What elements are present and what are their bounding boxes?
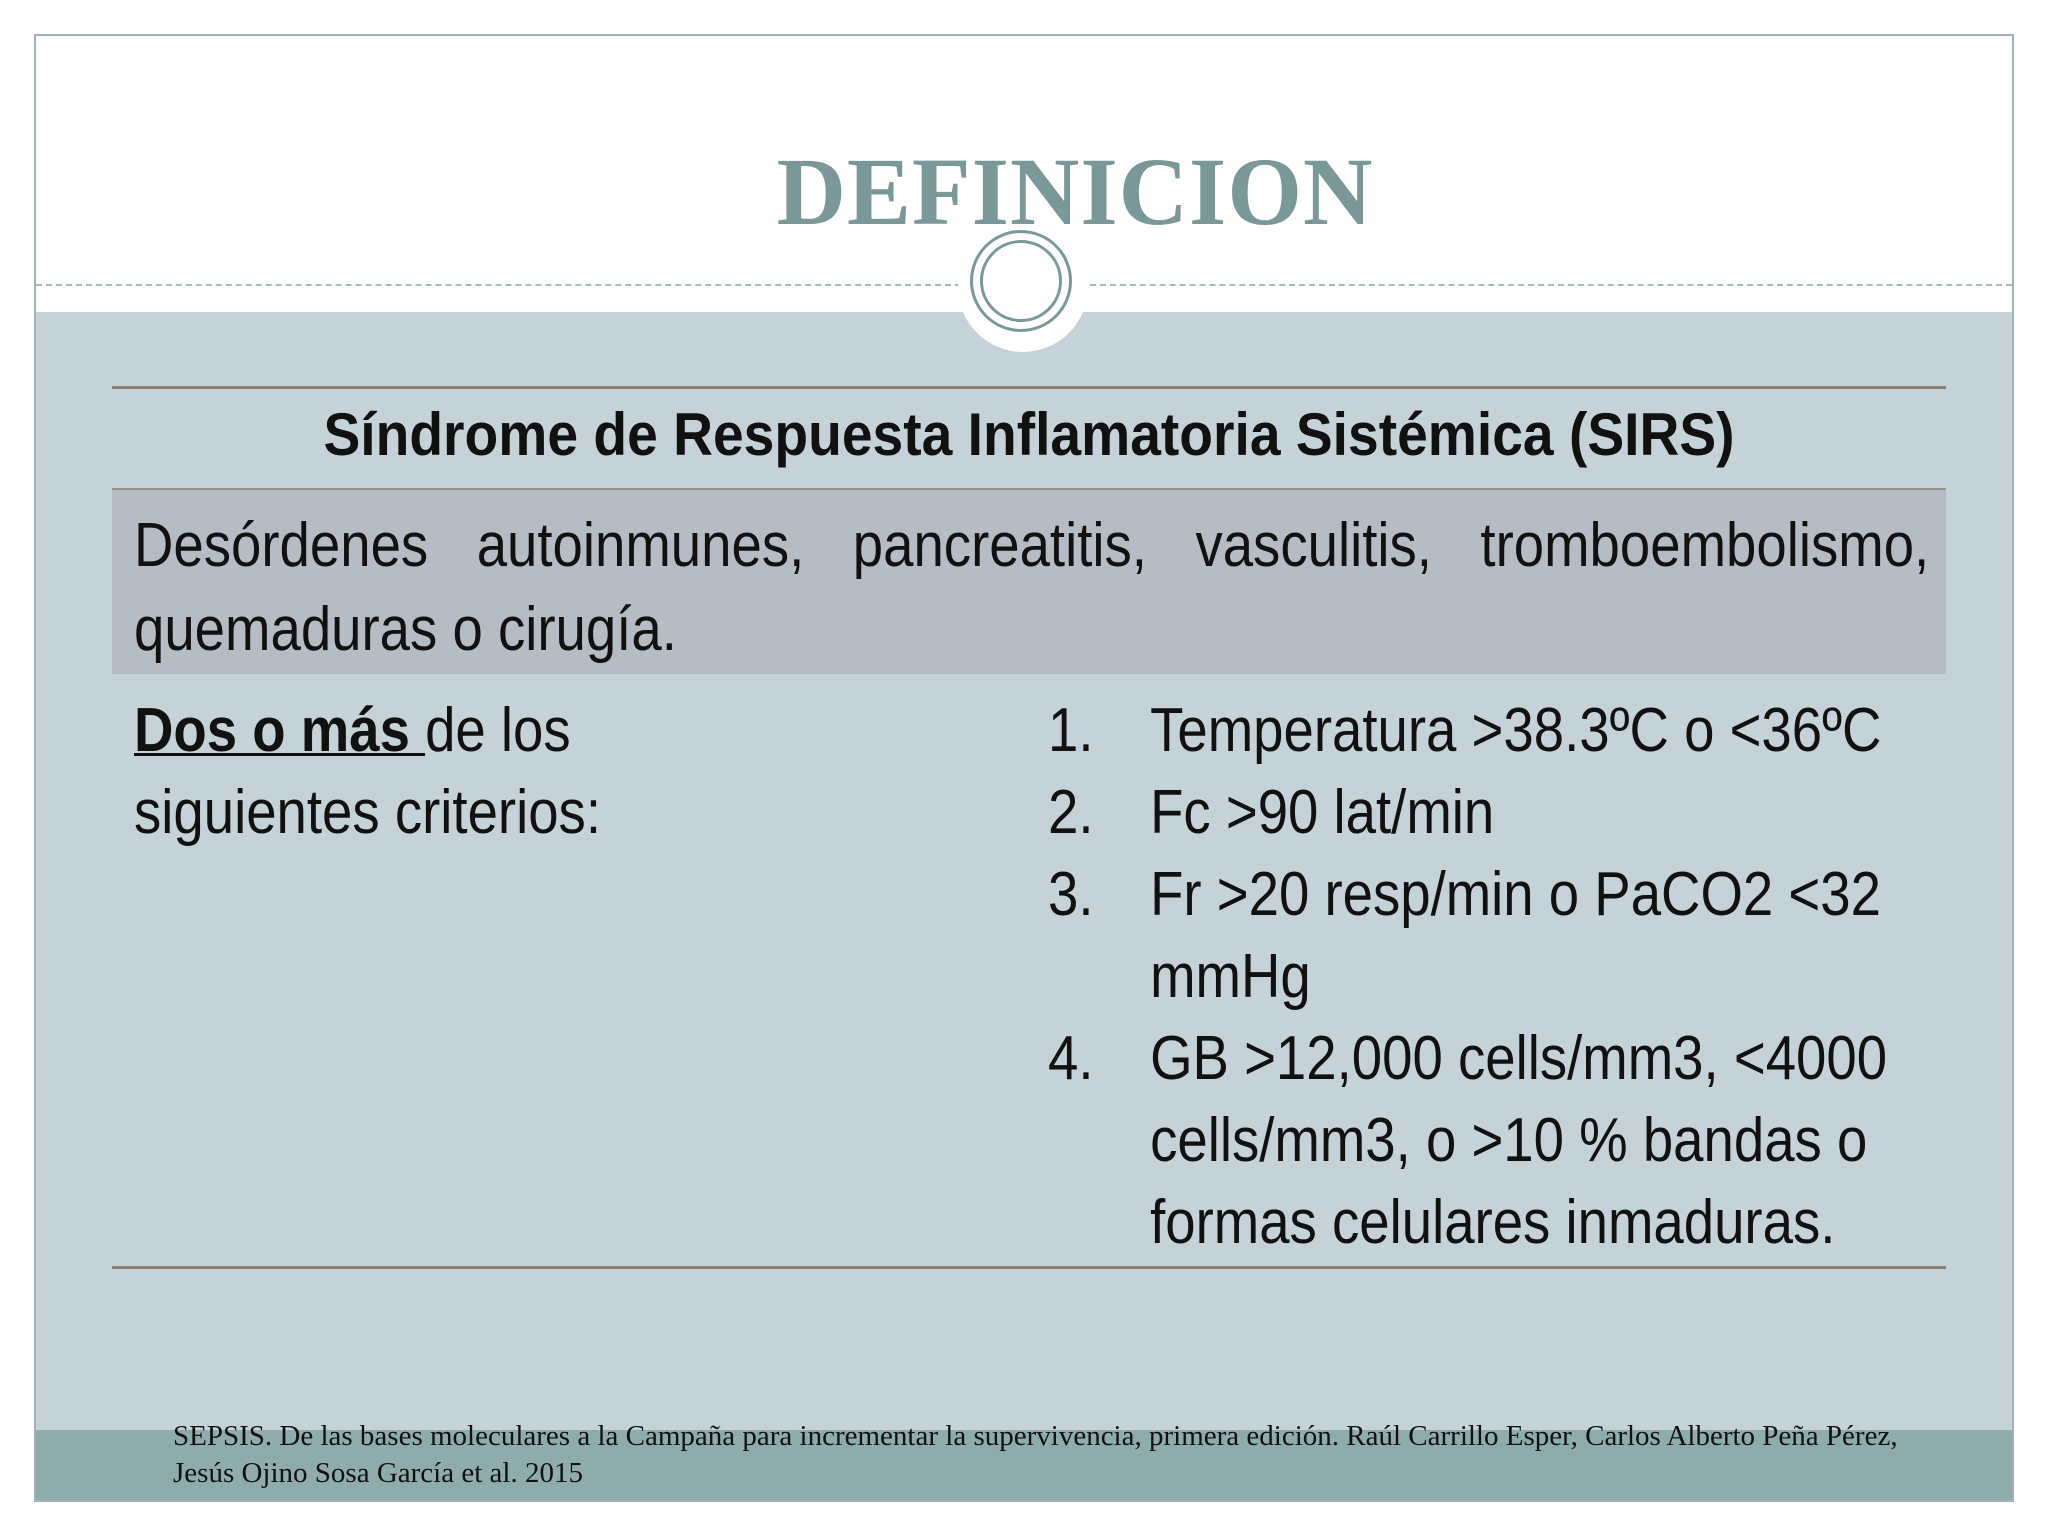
page-title: DEFINICION <box>776 138 1374 245</box>
table-top-rule <box>112 386 1946 389</box>
table-header: Síndrome de Respuesta Inflamatoria Sistémica (SIRS) <box>323 401 1735 468</box>
list-item-text: GB >12,000 cells/mm3, <4000 cells/mm3, o >10 % bandas o formas celulares inmaduras. <box>1150 1024 1888 1257</box>
list-item <box>1048 1018 1928 1264</box>
title-divider-right <box>1090 284 2012 286</box>
table-bottom-rule <box>112 1266 1946 1269</box>
list-item <box>1048 690 1928 772</box>
causes-text: Desórdenes autoinmunes, pancreatitis, vasculitis, tromboembolismo, quemaduras o cirugía. <box>134 511 1930 664</box>
criteria-label <box>134 690 768 854</box>
circle-ornament-inner-icon <box>980 240 1062 322</box>
list-item <box>1048 854 1928 1018</box>
citation-text: SEPSIS. De las bases moleculares a la Campaña para incrementar la supervivencia, primera edición. Raúl Carrillo Esper, Carlos Alberto Peña Pérez, Jesús Ojino Sosa García et al. 2015 <box>173 1420 1898 1489</box>
criteria-list <box>1048 690 1928 1264</box>
list-item-number: 4. <box>1048 1024 1094 1093</box>
list-item-number: 1. <box>1048 696 1094 765</box>
list-item-text: Fr >20 resp/min o PaCO2 <32 mmHg <box>1150 860 1881 1011</box>
list-item-number: 3. <box>1048 860 1094 929</box>
criteria-label-rest: de los siguientes criterios: <box>134 696 601 847</box>
list-item-number: 2. <box>1048 778 1094 847</box>
title-divider-left <box>36 284 971 286</box>
list-item-text: Temperatura >38.3ºC o <36ºC <box>1150 696 1882 765</box>
list-item <box>1048 772 1928 854</box>
criteria-label-emphasis: Dos o más <box>134 696 426 765</box>
list-item-text: Fc >90 lat/min <box>1150 778 1495 847</box>
